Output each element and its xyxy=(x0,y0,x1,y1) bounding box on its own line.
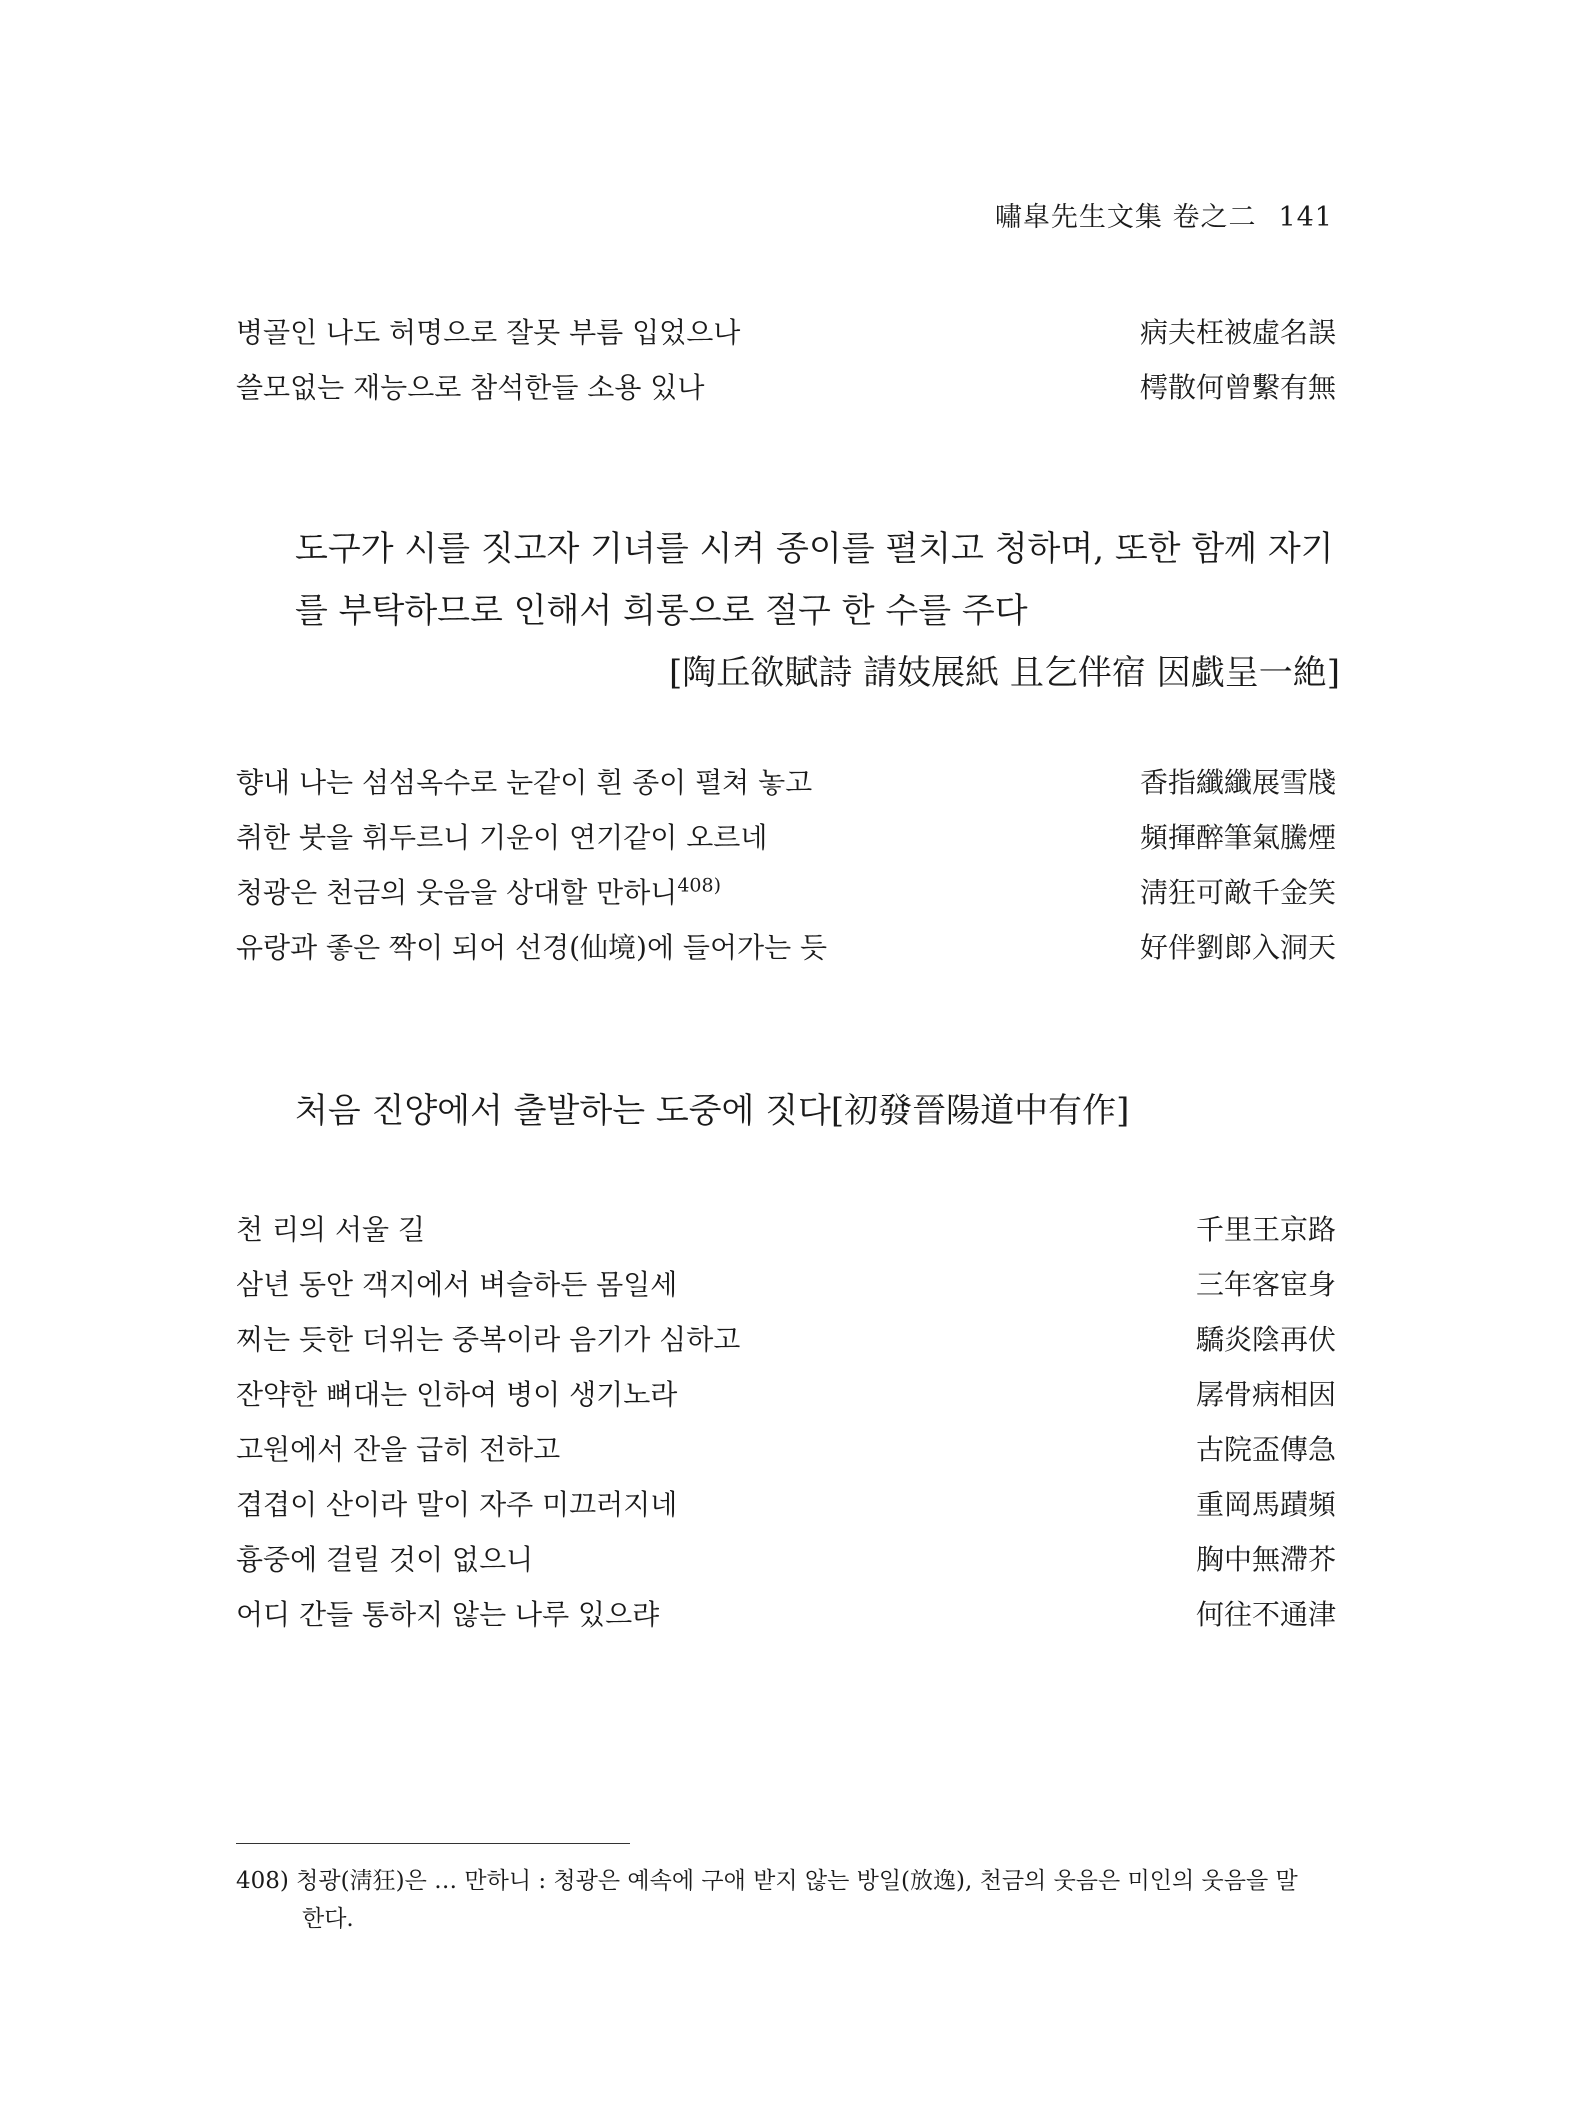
korean-verse: 쓸모없는 재능으로 참석한들 소용 있나 xyxy=(236,371,705,404)
verse-line xyxy=(236,755,1336,810)
korean-verse: 어디 간들 통하지 않는 나루 있으랴 xyxy=(236,1598,660,1631)
verse-line xyxy=(236,1367,1336,1422)
verse-line xyxy=(236,1477,1336,1532)
hanja-verse: 三年客宦身 xyxy=(1195,1268,1336,1301)
verse-line xyxy=(236,1587,1336,1642)
title-line: 처음 진양에서 출발하는 도중에 짓다[初發晉陽道中有作] xyxy=(295,1091,1130,1131)
poem-stanza-1 xyxy=(236,305,1336,415)
poem-stanza-3 xyxy=(236,1202,1336,1642)
verse-line xyxy=(236,1532,1336,1587)
verse-line xyxy=(236,1257,1336,1312)
korean-verse: 향내 나는 섬섬옥수로 눈같이 흰 종이 펼쳐 놓고 xyxy=(236,766,813,799)
verse-line xyxy=(236,920,1336,975)
footnote-408 xyxy=(236,1862,1336,1938)
hanja-verse: 千里王京路 xyxy=(1195,1213,1336,1246)
hanja-verse: 何往不通津 xyxy=(1195,1598,1336,1631)
korean-verse: 겹겹이 산이라 말이 자주 미끄러지네 xyxy=(236,1488,678,1521)
hanja-verse: 胸中無滯芥 xyxy=(1195,1543,1336,1576)
korean-verse: 유랑과 좋은 짝이 되어 선경(仙境)에 들어가는 듯 xyxy=(236,931,828,964)
verse-line xyxy=(236,865,1336,920)
korean-verse: 흉중에 걸릴 것이 없으니 xyxy=(236,1543,534,1576)
page-number: 141 xyxy=(1278,202,1333,233)
hanja-verse: 孱骨病相因 xyxy=(1195,1378,1336,1411)
hanja-verse: 好伴劉郞入洞天 xyxy=(1139,931,1336,964)
footnote-divider xyxy=(236,1843,630,1844)
verse-line xyxy=(236,1422,1336,1477)
hanja-verse: 香指纖纖展雪牋 xyxy=(1139,766,1336,799)
korean-verse: 잔약한 뼈대는 인하여 병이 생기노라 xyxy=(236,1378,678,1411)
verse-line xyxy=(236,305,1336,360)
footnote-ref[interactable]: 408) xyxy=(677,874,722,897)
verse-line xyxy=(236,360,1336,415)
korean-verse: 찌는 듯한 더위는 중복이라 음기가 심하고 xyxy=(236,1323,741,1356)
title-line: 를 부탁하므로 인해서 희롱으로 절구 한 수를 주다 xyxy=(295,591,1028,631)
korean-verse-text: 청광은 천금의 웃음을 상대할 만하니 xyxy=(236,876,678,909)
title-hanja: [陶丘欲賦詩 請妓展紙 且乞伴宿 因戱呈一絶] xyxy=(669,653,1340,693)
hanja-verse: 古院盃傳急 xyxy=(1195,1433,1336,1466)
footnote-text-continued: 한다. xyxy=(302,1906,354,1932)
korean-verse: 취한 붓을 휘두르니 기운이 연기같이 오르네 xyxy=(236,821,768,854)
verse-line xyxy=(236,1312,1336,1367)
hanja-verse: 病夫枉被虛名誤 xyxy=(1139,316,1336,349)
poem-title-1 xyxy=(295,518,1340,704)
header-title: 嘯皐先生文集 卷之二 xyxy=(994,202,1257,233)
poem-title-2 xyxy=(295,1080,1340,1142)
korean-verse: 병골인 나도 허명으로 잘못 부름 입었으나 xyxy=(236,316,741,349)
korean-verse-with-note xyxy=(236,865,721,920)
korean-verse: 천 리의 서울 길 xyxy=(236,1213,425,1246)
verse-line xyxy=(236,1202,1336,1257)
poem-stanza-2 xyxy=(236,755,1336,975)
hanja-verse: 淸狂可敵千金笑 xyxy=(1139,876,1336,909)
hanja-verse: 重岡馬蹟頻 xyxy=(1195,1488,1336,1521)
footnote-text: 408) 청광(淸狂)은 … 만하니 : 청광은 예속에 구애 받지 않는 방일(放逸), 천금의 웃음은 미인의 웃음을 말 xyxy=(236,1868,1298,1894)
korean-verse: 고원에서 잔을 급히 전하고 xyxy=(236,1433,561,1466)
hanja-verse: 樗散何曾繫有無 xyxy=(1139,371,1336,404)
verse-line xyxy=(236,810,1336,865)
title-line: 도구가 시를 짓고자 기녀를 시켜 종이를 펼치고 청하며, 또한 함께 자기 xyxy=(295,529,1334,569)
hanja-verse: 驕炎陰再伏 xyxy=(1195,1323,1336,1356)
korean-verse: 삼년 동안 객지에서 벼슬하든 몸일세 xyxy=(236,1268,678,1301)
hanja-verse: 頻揮醉筆氣騰煙 xyxy=(1139,821,1336,854)
running-header xyxy=(995,195,1333,234)
